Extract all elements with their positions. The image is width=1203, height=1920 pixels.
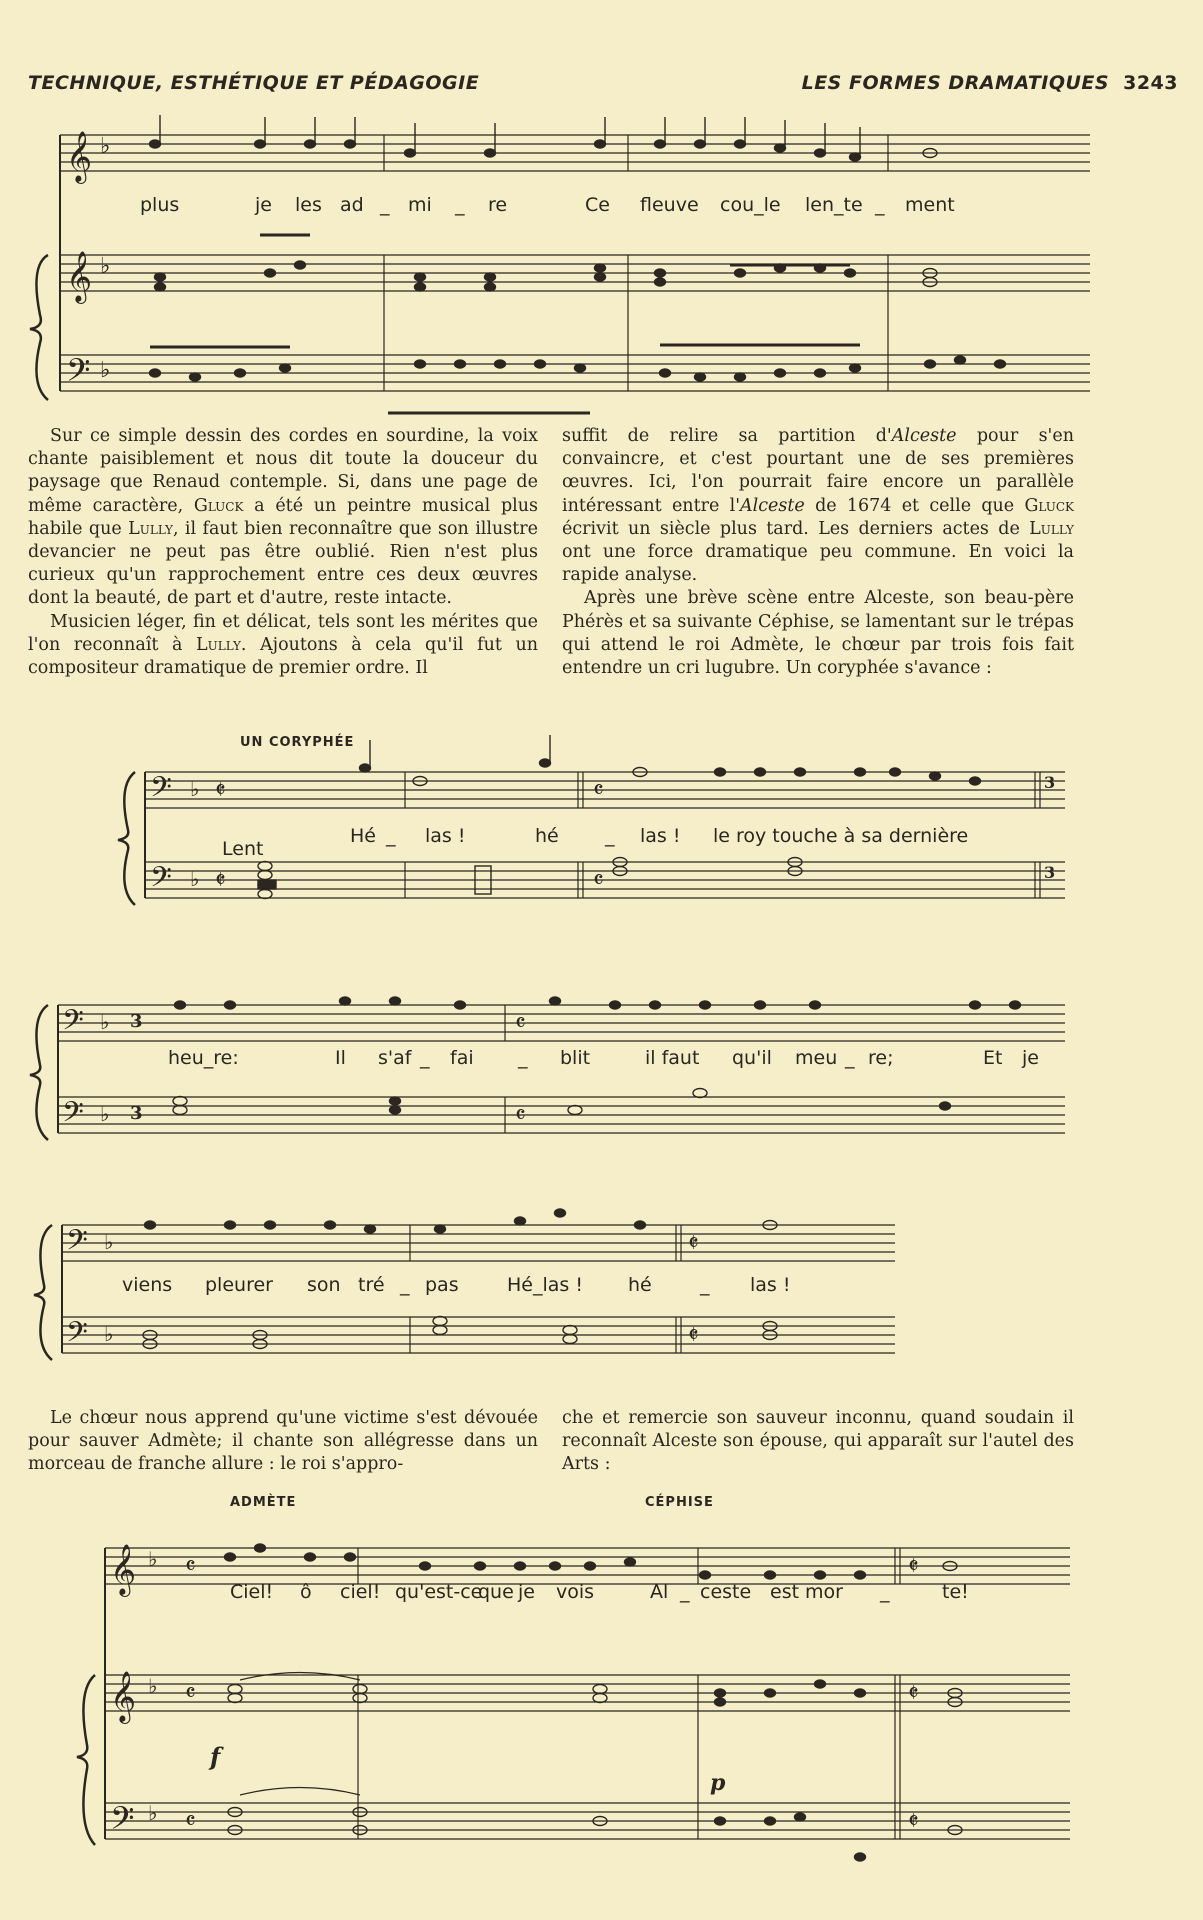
paragraph-text: Après une brève scène entre Alceste, son beau-père Phérès et sa suivante Céphise, se lamentant sur le trépas qui attend le roi Admète, le chœur par trois fois fait entendre un cri lugubre. Un coryphée s'avance : [562, 588, 1074, 679]
svg-text:𝄢: 𝄢 [66, 352, 91, 396]
dynamic-piano: p [710, 1770, 726, 1796]
header-right [802, 72, 1178, 94]
score4-lyric: son [307, 1274, 341, 1296]
svg-text:♭: ♭ [104, 1230, 114, 1254]
paragraph-text: écrivit un siècle plus tard. Les derniers actes de [562, 518, 1020, 539]
svg-text:3: 3 [1044, 863, 1056, 882]
score3-lyric: blit [560, 1047, 591, 1069]
score4-lyric: Hé_las ! [507, 1274, 583, 1296]
name-lully: Lully [196, 634, 241, 655]
score4-lyric: pleurer [205, 1274, 273, 1296]
svg-text:𝄴: 𝄴 [593, 866, 604, 894]
score1-lyric: len_te [805, 194, 863, 216]
svg-text:𝄴: 𝄴 [185, 1807, 196, 1835]
svg-text:3: 3 [1044, 773, 1056, 792]
score-1-notation [0, 115, 1203, 425]
svg-text:♭: ♭ [148, 1547, 158, 1571]
score5-lyric: _ [680, 1581, 690, 1603]
score3-lyric: Il [335, 1047, 346, 1069]
score1-lyric: plus [140, 194, 180, 216]
score3-lyric: fai [450, 1047, 474, 1069]
score1-lyric: les [295, 194, 322, 216]
svg-text:𝄴: 𝄴 [515, 1009, 526, 1037]
score5-lyric: Al [650, 1581, 669, 1603]
header-left: TECHNIQUE, ESTHÉTIQUE ET PÉDAGOGIE [28, 72, 480, 94]
score1-lyric: mi [408, 194, 432, 216]
score1-lyric: ment [905, 194, 955, 216]
score5-lyric: mor [805, 1581, 843, 1603]
score-excerpt-1 [0, 115, 1203, 425]
score3-lyric: meu [795, 1047, 838, 1069]
score4-lyric: _ [400, 1274, 410, 1296]
score1-lyric: Ce [585, 194, 610, 216]
svg-text:𝄵: 𝄵 [688, 1321, 699, 1349]
score1-lyric: je [255, 194, 272, 216]
paragraph-text: Sur ce simple dessin des cordes en sourdine, la voix chante paisiblement et nous dit toute la douceur du paysage que Renaud contemple. Si, dans une page de même caractère, [28, 426, 538, 516]
name-gluck: Gluck [193, 495, 244, 516]
score3-lyric: s'af [378, 1047, 412, 1069]
svg-text:𝄢: 𝄢 [66, 1316, 88, 1356]
score-3-notation [0, 975, 1203, 1150]
paragraph-text: . Ajoutons à cela qu'il fut un compositeur dramatique de premier ordre. Il [28, 634, 538, 679]
svg-text:𝄢: 𝄢 [110, 1800, 135, 1844]
svg-text:𝄵: 𝄵 [908, 1679, 919, 1707]
svg-text:𝄢: 𝄢 [62, 1004, 84, 1044]
paragraph-text: pour s'en convaincre, et c'est pourtant une de ses premières œuvres. Ici, l'on pourrait faire encore un parallèle intéressant entre l' [562, 426, 1074, 516]
score2-lyric: las ! [425, 825, 466, 847]
score1-lyric: _ [875, 194, 885, 216]
svg-text:♭: ♭ [148, 1801, 158, 1825]
svg-text:𝄵: 𝄵 [215, 866, 226, 894]
svg-text:3: 3 [130, 1011, 143, 1032]
svg-text:♭: ♭ [104, 1322, 114, 1346]
paragraph-text: che et remercie son sauveur inconnu, quand soudain il reconnaît Alceste son épouse, qui apparaît sur l'autel des Arts : [562, 1408, 1074, 1475]
page-number: 3243 [1123, 72, 1178, 94]
svg-text:𝄢: 𝄢 [150, 861, 172, 901]
paragraph-text: , il faut bien reconnaître que son illustre devancier ne peut pas être oublié. Rien n'est plus curieux qu'un rapprochement entre ces deux œuvres dont la beauté, de part et d'autre, reste intacte. [28, 518, 538, 609]
score3-lyric: Et [983, 1047, 1003, 1069]
score4-lyric: las ! [750, 1274, 791, 1296]
svg-text:♭: ♭ [100, 254, 111, 279]
svg-text:𝄵: 𝄵 [215, 776, 226, 804]
role-admete: ADMÈTE [230, 1495, 297, 1510]
svg-text:𝄢: 𝄢 [62, 1096, 84, 1136]
svg-text:♭: ♭ [100, 358, 111, 383]
svg-text:3: 3 [130, 1103, 143, 1124]
name-lully: Lully [1029, 518, 1074, 539]
paragraph-text: Le chœur nous apprend qu'une victime s'est dévouée pour sauver Admète; il chante son allégresse dans un morceau de franche allure : le roi s'appro- [28, 1408, 538, 1475]
score5-lyric: qu'est-ce [395, 1581, 483, 1603]
score2-lyric: Hé [350, 825, 376, 847]
score5-lyric: te! [942, 1581, 969, 1603]
score2-lyric: le roy touche à sa dernière [713, 825, 969, 847]
header-right-title: LES FORMES DRAMATIQUES [801, 72, 1110, 94]
score2-lyric: _ [386, 825, 396, 847]
score2-lyric: las ! [640, 825, 681, 847]
score3-lyric: _ [845, 1047, 855, 1069]
score1-lyric: _ [380, 194, 390, 216]
score1-lyric: _ [455, 194, 465, 216]
dynamic-forte: f [210, 1742, 221, 1771]
score-5-notation [0, 1490, 1203, 1915]
score1-lyric: cou_le [720, 194, 781, 216]
role-cephise: CÉPHISE [645, 1495, 714, 1510]
svg-text:♭: ♭ [190, 777, 200, 801]
title-alceste: Alceste [891, 426, 957, 446]
score5-lyric: Ciel! [230, 1581, 274, 1603]
title-alceste: Alceste [740, 495, 805, 516]
score3-lyric: _ [518, 1047, 528, 1069]
score3-lyric: qu'il [732, 1047, 772, 1069]
score5-lyric: ô [300, 1581, 312, 1603]
svg-text:𝄞: 𝄞 [110, 1544, 137, 1595]
svg-text:𝄴: 𝄴 [185, 1679, 196, 1707]
paragraph-text: ont une force dramatique peu commune. En voici la rapide analyse. [562, 542, 1074, 586]
role-coryphee: UN CORYPHÉE [240, 735, 355, 750]
name-gluck: Gluck [1024, 495, 1074, 516]
text-column-right-2 [562, 1407, 1074, 1477]
score3-lyric: heu_re: [168, 1047, 239, 1069]
score1-lyric: re [488, 194, 508, 216]
score2-lyric: _ [605, 825, 615, 847]
score-excerpt-5 [0, 1490, 1203, 1915]
text-column-left-2 [28, 1407, 538, 1477]
score1-lyric: fleuve [640, 194, 699, 216]
score5-lyric: vois [556, 1581, 595, 1603]
svg-text:𝄴: 𝄴 [515, 1101, 526, 1129]
paragraph-text: suffit de relire sa partition d' [562, 426, 892, 446]
score4-lyric: viens [122, 1274, 173, 1296]
svg-text:♭: ♭ [190, 867, 200, 891]
score1-lyric: ad [340, 194, 364, 216]
svg-text:𝄞: 𝄞 [110, 1671, 137, 1722]
score2-tempo: Lent [222, 838, 264, 860]
svg-text:𝄢: 𝄢 [150, 771, 172, 811]
svg-text:𝄞: 𝄞 [66, 131, 93, 182]
svg-text:𝄴: 𝄴 [593, 776, 604, 804]
score5-lyric: je [518, 1581, 535, 1603]
score5-lyric: ciel! [340, 1581, 381, 1603]
paragraph-text: de 1674 et celle que [815, 495, 1015, 516]
svg-text:𝄵: 𝄵 [908, 1807, 919, 1835]
svg-text:♭: ♭ [100, 134, 111, 159]
svg-text:𝄵: 𝄵 [688, 1229, 699, 1257]
score-excerpt-4 [0, 1205, 1203, 1380]
svg-text:𝄴: 𝄴 [185, 1552, 196, 1580]
paragraph-text: a été un peintre musical plus habile que [28, 495, 538, 539]
score5-lyric: _ [880, 1581, 890, 1603]
score-2-notation [0, 730, 1203, 930]
svg-text:♭: ♭ [148, 1674, 158, 1698]
svg-text:𝄢: 𝄢 [66, 1224, 88, 1264]
score5-lyric: que [478, 1581, 514, 1603]
score3-lyric: je [1022, 1047, 1039, 1069]
score2-lyric: hé [535, 825, 559, 847]
name-lully: Lully [128, 518, 173, 539]
svg-text:𝄞: 𝄞 [66, 251, 93, 302]
text-column-right-1 [562, 425, 1074, 680]
svg-text:♭: ♭ [100, 1010, 110, 1034]
svg-text:♭: ♭ [100, 1102, 110, 1126]
score3-lyric: re; [868, 1047, 894, 1069]
score-4-notation [0, 1205, 1203, 1380]
score4-lyric: tré [358, 1274, 385, 1296]
score4-lyric: hé [628, 1274, 652, 1296]
score4-lyric: pas [425, 1274, 459, 1296]
score5-lyric: ceste [700, 1581, 752, 1603]
score5-lyric: est [770, 1581, 800, 1603]
text-column-left-1 [28, 425, 538, 680]
score3-lyric: _ [420, 1047, 430, 1069]
svg-text:𝄵: 𝄵 [908, 1552, 919, 1580]
score4-lyric: _ [700, 1274, 710, 1296]
running-header [28, 72, 1178, 100]
score-excerpt-3 [0, 975, 1203, 1150]
paragraph-text: Musicien léger, fin et délicat, tels sont les mérites que l'on reconnaît à [28, 611, 538, 655]
score-excerpt-2 [0, 730, 1203, 930]
score3-lyric: il faut [645, 1047, 700, 1069]
